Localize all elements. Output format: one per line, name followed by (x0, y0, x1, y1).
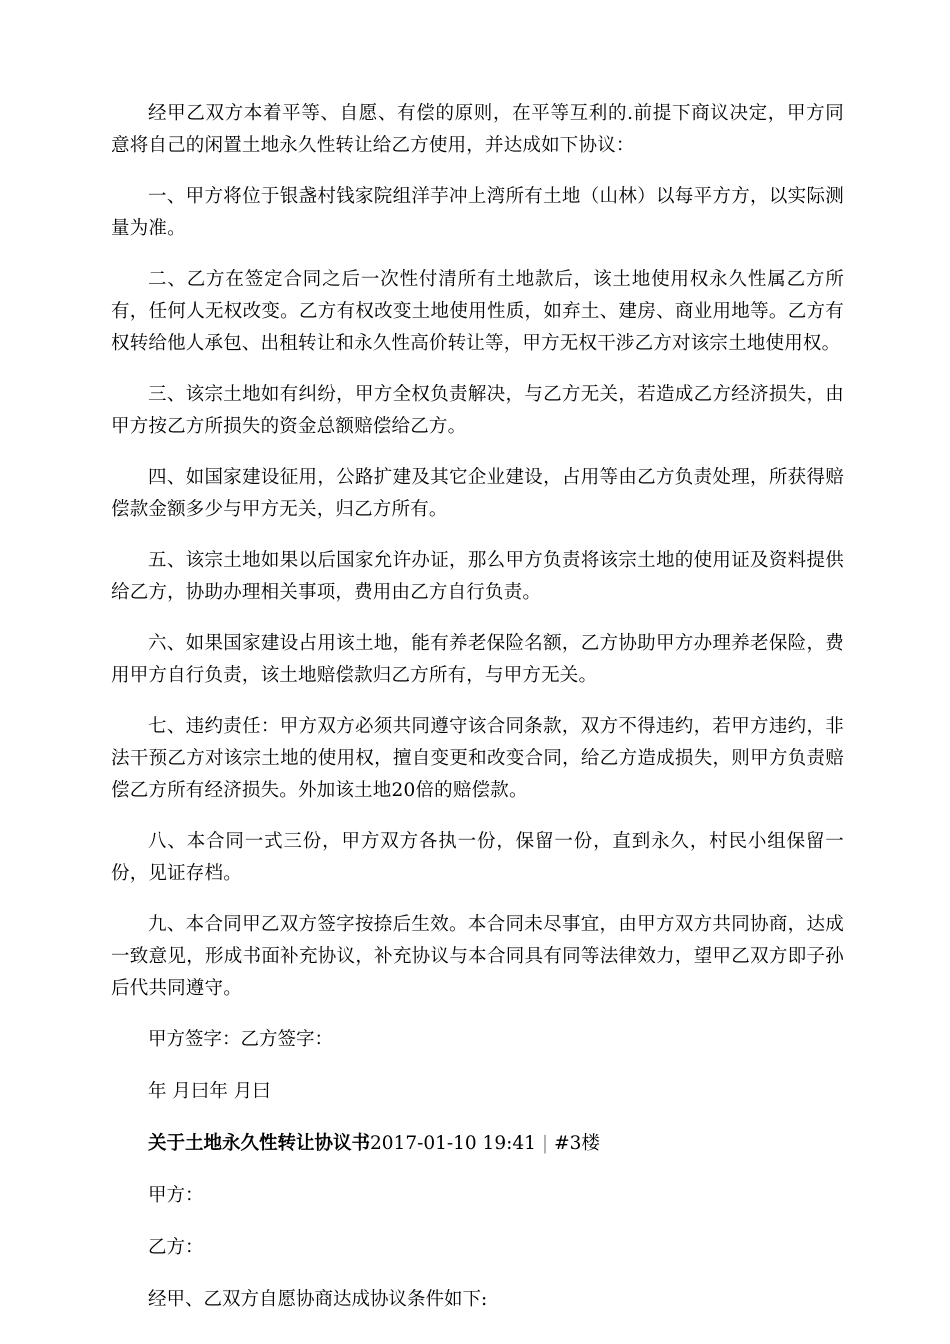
date-line: 年 月曰年 月曰 (148, 1081, 271, 1102)
clause-2: 二、乙方在签定合同之后一次性付清所有土地款后，该土地使用权永久性属乙方所有，任何人无权改变。乙方有权改变土地使用性质，如弃土、建房、商业用地等。乙方有权转给他人承包、出租转让和永久性高价转让等，甲方无权干涉乙方对该宗土地使用权。 (111, 269, 844, 354)
party-b-line: 乙方： (148, 1237, 204, 1258)
post-title[interactable]: 关于土地永久性转让协议书 (148, 1133, 371, 1154)
post-header (111, 1128, 844, 1160)
clause-3: 三、该宗土地如有纠纷，甲方全权负责解决，与乙方无关，若造成乙方经济损失，由甲方按乙方所损失的资金总额赔偿给乙方。 (111, 384, 844, 437)
intro-conditions-line: 经甲、乙双方自愿协商达成协议条件如下: (148, 1289, 488, 1310)
post-separator: | (541, 1133, 549, 1154)
post-timestamp: 2017-01-10 19:41 (370, 1133, 536, 1154)
signature-line: 甲方签字：乙方签字： (148, 1029, 334, 1050)
clause-7: 七、违约责任：甲方双方必须共同遵守该合同条款，双方不得违约，若甲方违约，非法干预乙方对该宗土地的使用权，擅自变更和改变合同，给乙方造成损失，则甲方负责赔偿乙方所有经济损失。外加该土地20倍的赔偿款。 (111, 716, 844, 801)
clause-6: 六、如果国家建设占用该土地，能有养老保险名额，乙方协助甲方办理养老保险，费用甲方自行负责，该土地赔偿款归乙方所有，与甲方无关。 (111, 633, 844, 686)
party-a-line: 甲方： (148, 1185, 204, 1206)
clause-1: 一、甲方将位于银盏村钱家院组洋芋冲上湾所有土地（山林）以每平方方，以实际测量为准。 (111, 186, 844, 239)
clause-5: 五、该宗土地如果以后国家允许办证，那么甲方负责将该宗土地的使用证及资料提供给乙方，协助办理相关事项，费用由乙方自行负责。 (111, 550, 844, 603)
document-page (111, 98, 844, 1336)
clause-8: 八、本合同一式三份，甲方双方各执一份，保留一份，直到永久，村民小组保留一份，见证存档。 (111, 831, 844, 884)
clause-4: 四、如国家建设征用，公路扩建及其它企业建设，占用等由乙方负责处理，所获得赔偿款金额多少与甲方无关，归乙方所有。 (111, 467, 844, 520)
post-floor: #3楼 (554, 1133, 600, 1154)
clause-9: 九、本合同甲乙双方签字按捺后生效。本合同未尽事宜，由甲方双方共同协商，达成一致意见，形成书面补充协议，补充协议与本合同具有同等法律效力，望甲乙双方即子孙后代共同遵守。 (111, 914, 844, 999)
intro-paragraph: 经甲乙双方本着平等、自愿、有偿的原则，在平等互利的.前提下商议决定，甲方同意将自己的闲置土地永久性转让给乙方使用，并达成如下协议： (111, 103, 844, 156)
